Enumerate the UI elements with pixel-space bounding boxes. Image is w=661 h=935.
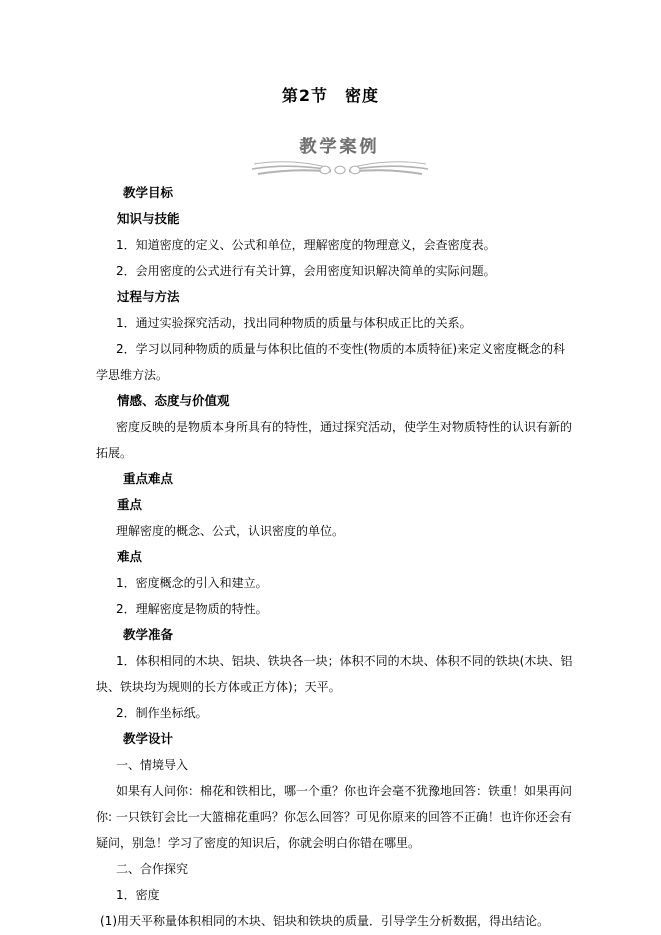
doc-line-indent: 2．学习以同种物质的质量与体积比值的不变性(物质的本质特征)来定义密度概念的科	[116, 342, 566, 356]
doc-line-indent: 如果有人问你：棉花和铁相比，哪一个重？你也许会毫不犹豫地回答：铁重！如果再问	[116, 784, 573, 798]
section-banner	[9, 137, 661, 180]
doc-line-indent: 1．通过实验探究活动，找出同种物质的质量与体积成正比的关系。	[116, 316, 472, 330]
doc-line-indent: 一、情境导入	[116, 758, 189, 772]
doc-line-indent: 2．会用密度的公式进行有关计算，会用密度知识解决简单的实际问题。	[116, 264, 496, 278]
doc-line-indent: 二、合作探究	[116, 862, 189, 876]
doc-line-indent: 理解密度的概念、公式，认识密度的单位。	[116, 524, 345, 538]
doc-line-flush: 疑问，别急！学习了密度的知识后，你就会明白你错在哪里。	[96, 836, 421, 850]
document-body	[0, 180, 661, 934]
doc-line-indent: 1．密度概念的引入和建立。	[116, 576, 268, 590]
section-banner-label: 教学案例	[299, 137, 380, 157]
doc-line-h1: 教学目标	[123, 185, 174, 200]
doc-line-indent: 密度反映的是物质本身所具有的特性，通过探究活动，使学生对物质特性的认识有新的	[116, 420, 573, 434]
doc-line-h2: 知识与技能	[117, 211, 180, 226]
doc-line-indent: 1．知道密度的定义、公式和单位，理解密度的物理意义，会查密度表。	[116, 238, 496, 252]
doc-line-indent: 1．体积相同的木块、铝块、铁块各一块；体积不同的木块、体积不同的铁块(木块、铝	[116, 654, 573, 668]
doc-line-h1: 重点难点	[123, 471, 174, 486]
doc-line-indent: 1．密度	[116, 888, 160, 902]
doc-line-indent-sm: (1)用天平称量体积相同的木块、铝块和铁块的质量．引导学生分析数据，得出结论。	[100, 914, 550, 928]
doc-line-flush: 学思维方法。	[96, 368, 169, 382]
doc-line-indent: 2．制作坐标纸。	[116, 706, 208, 720]
doc-line-h1: 教学设计	[123, 731, 174, 746]
page-title: 第2节 密度	[281, 86, 380, 105]
doc-line-h2: 重点	[117, 497, 143, 512]
doc-line-flush: 块、铁块均为规则的长方体或正方体)；天平。	[96, 680, 341, 694]
doc-line-flush: 你: 一只铁钉会比一大篮棉花重吗？你怎么回答？可见你原来的回答不正确！也许你还会有	[96, 810, 572, 824]
doc-line-h2: 难点	[117, 549, 143, 564]
doc-line-h2: 过程与方法	[117, 289, 180, 304]
doc-line-flush: 拓展。	[96, 446, 133, 460]
doc-line-indent: 2．理解密度是物质的特性。	[116, 602, 268, 616]
flourish-icon	[252, 158, 428, 180]
doc-line-h1: 教学准备	[123, 627, 174, 642]
doc-line-h2: 情感、态度与价值观	[117, 393, 230, 408]
